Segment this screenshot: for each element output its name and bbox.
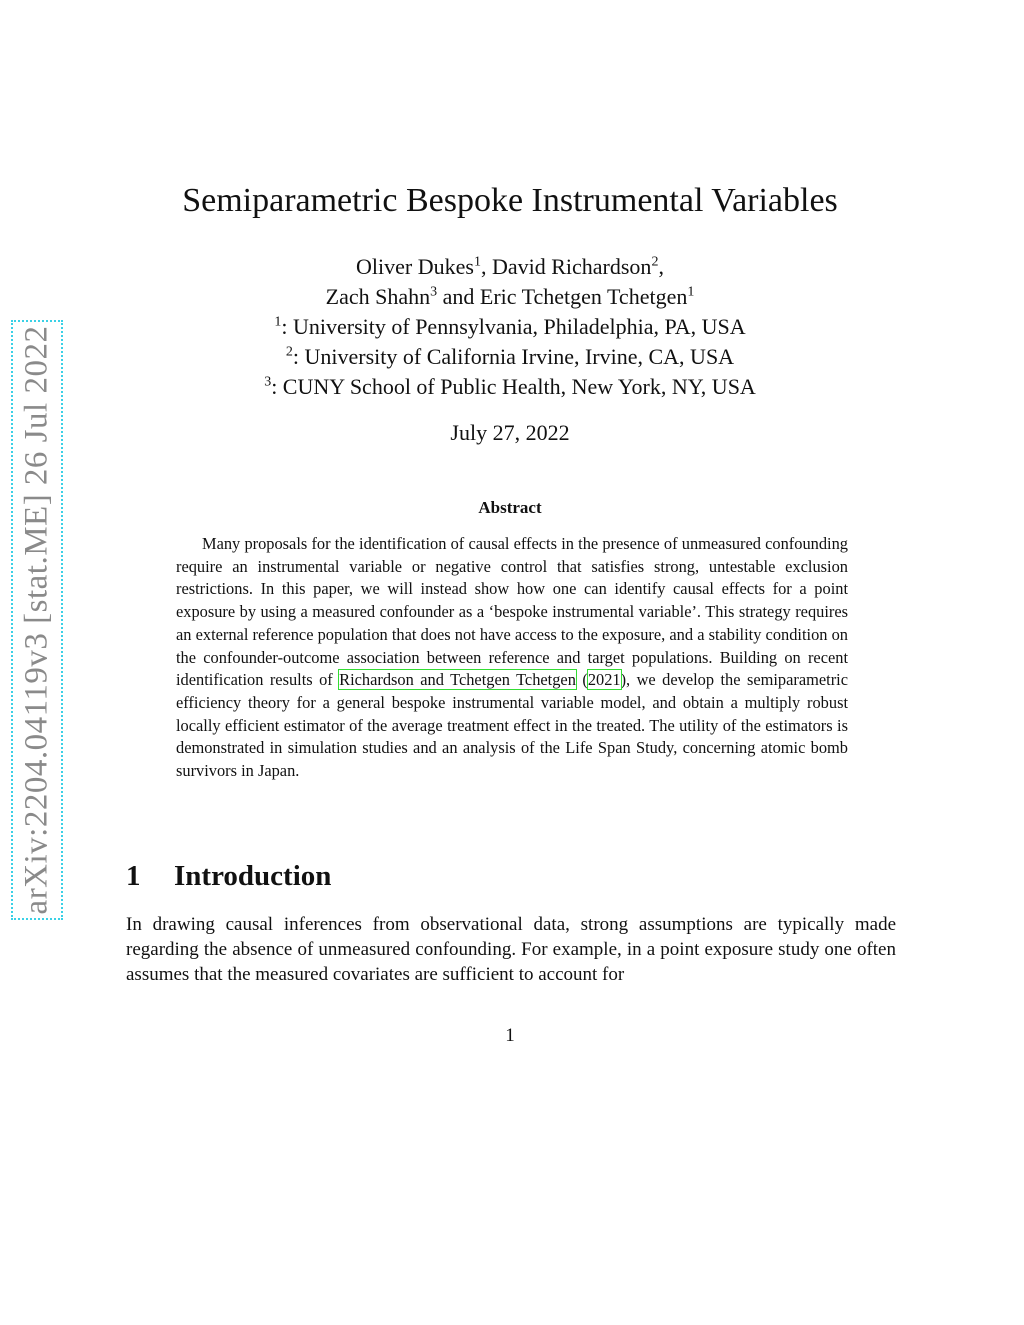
affiliation-marker: 3 — [264, 374, 272, 390]
abstract-text-part: ), we develop the semiparametric efficiency theory for a general bespoke instrumental variable model, and obtain a multiply robust locally efficient estimator of the average treatment effect in the treated. The utility of the estimators is demonstrated in simulation studies and an analysis of the Life Span Study, concerning atomic bomb survivors in Japan. — [176, 670, 848, 781]
author-name: , David Richardson — [480, 254, 652, 279]
affiliation-2 — [0, 342, 1020, 372]
affiliation-marker: 2 — [651, 254, 659, 270]
paper-title: Semiparametric Bespoke Instrumental Variables — [182, 182, 838, 219]
author-separator: , — [658, 254, 664, 279]
citation-paren: ( — [575, 670, 588, 690]
author-block — [0, 252, 1020, 402]
arxiv-identifier: arXiv:2204.04119v3 [stat.ME] 26 Jul 2022 — [18, 325, 55, 915]
arxiv-stamp — [11, 320, 63, 920]
page-number: 1 — [505, 1025, 515, 1046]
citation-link-authors[interactable]: Richardson and Tchetgen Tchetgen — [339, 670, 576, 690]
abstract-heading: Abstract — [478, 498, 542, 517]
section-title: Introduction — [174, 860, 332, 892]
affiliation-marker: 2 — [285, 344, 293, 360]
affiliation-text: : University of California Irvine, Irvine, CA, USA — [292, 344, 735, 369]
author-line-1 — [0, 252, 1020, 282]
intro-paragraph: In drawing causal inferences from observational data, strong assumptions are typically made regarding the absence of unmeasured confounding. For example, in a point exposure study one often assumes that the measured covariates are sufficient to account for — [126, 914, 896, 985]
affiliation-text: : University of Pennsylvania, Philadelphia, PA, USA — [281, 314, 746, 339]
section-heading — [126, 860, 331, 893]
affiliation-marker: 3 — [430, 284, 438, 300]
citation-link-year[interactable]: 2021 — [587, 670, 621, 690]
abstract-text-part: Many proposals for the identification of causal effects in the presence of unmeasured confounding require an instrumental variable or negative control that satisfies strong, untestable exclusion restrictions. In this paper, we will instead show how one can identify causal effects for a point exposure by using a measured confounder as a ‘bespoke instrumental variable’. This strategy requires an external reference population that does not have access to the exposure, and a stability condition on the confounder-outcome association between reference and target populations. Building on recent identification results of — [176, 534, 848, 690]
affiliation-1 — [0, 312, 1020, 342]
section-number: 1 — [126, 860, 141, 892]
affiliation-marker: 1 — [687, 284, 695, 300]
affiliation-3 — [0, 372, 1020, 402]
affiliation-marker: 1 — [274, 314, 282, 330]
author-name: Oliver Dukes — [356, 254, 474, 279]
affiliation-text: : CUNY School of Public Health, New York, NY, USA — [271, 374, 756, 399]
author-line-2 — [0, 282, 1020, 312]
affiliation-marker: 1 — [473, 254, 481, 270]
abstract-text — [176, 533, 848, 783]
author-name: Zach Shahn — [325, 284, 431, 309]
author-name: and Eric Tchetgen Tchetgen — [437, 284, 688, 309]
paper-date: July 27, 2022 — [450, 420, 570, 445]
